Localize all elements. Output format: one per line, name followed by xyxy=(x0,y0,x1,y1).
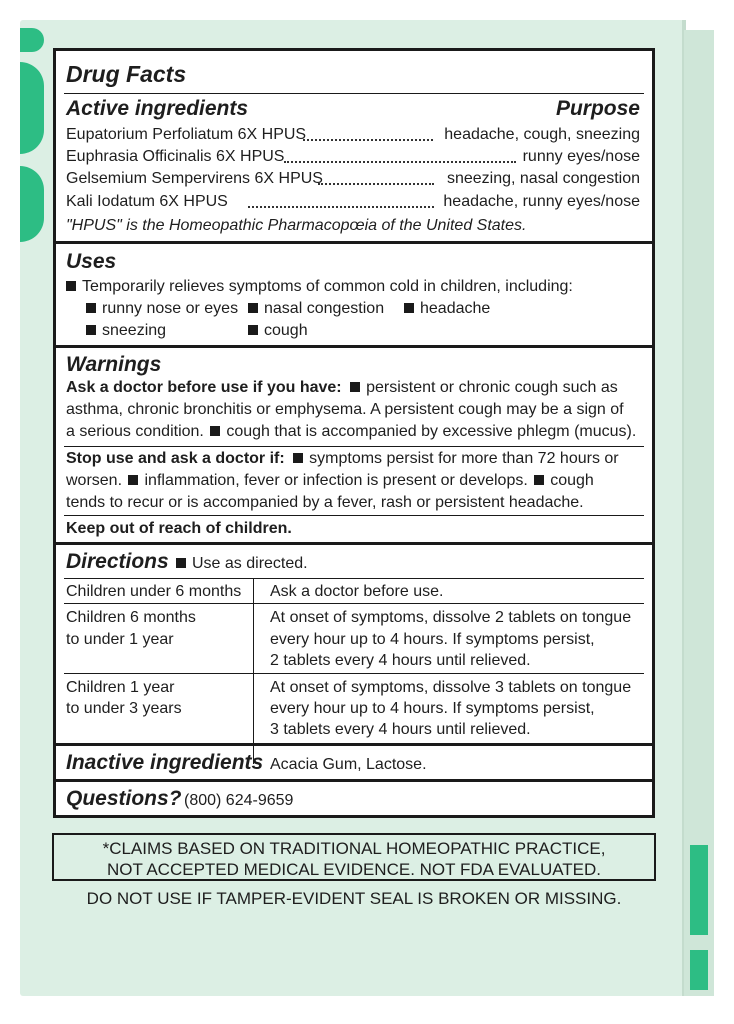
inactive-ingredients-text: Acacia Gum, Lactose. xyxy=(270,756,427,773)
ask-doctor-line xyxy=(66,379,618,397)
directions-heading: Directions xyxy=(66,550,169,573)
ask-doctor-line xyxy=(66,423,636,441)
leader-dots xyxy=(248,206,434,208)
divider xyxy=(64,93,644,94)
ask-doctor-label: Ask a doctor before use if you have: xyxy=(66,379,342,396)
ask-doctor-text: persistent or chronic cough such as xyxy=(366,379,618,396)
directions-dose: At onset of symptoms, dissolve 2 tablets on tongue xyxy=(270,609,632,626)
directions-dose: At onset of symptoms, dissolve 3 tablets on tongue xyxy=(270,679,632,696)
ingredient-name: Eupatorium Perfoliatum 6X HPUS xyxy=(66,126,307,143)
uses-heading: Uses xyxy=(66,250,117,273)
bullet-square xyxy=(248,303,258,313)
bullet-square xyxy=(66,281,76,291)
table-column-divider xyxy=(253,578,254,764)
section-divider xyxy=(56,241,652,244)
table-rule xyxy=(64,603,644,604)
ingredient-name: Euphrasia Officinalis 6X HPUS xyxy=(66,148,285,165)
stop-use-line xyxy=(66,450,619,468)
stop-use-text: inflammation, fever or infection is present or develops. xyxy=(144,472,528,489)
stop-use-line xyxy=(66,472,594,490)
uses-item xyxy=(404,300,490,318)
uses-intro xyxy=(66,278,573,296)
bullet-square xyxy=(293,453,303,463)
uses-item xyxy=(86,322,166,340)
green-accent-stripe xyxy=(20,62,44,154)
ingredient-purpose: runny eyes/nose xyxy=(522,148,640,165)
bullet-square xyxy=(350,382,360,392)
section-divider xyxy=(56,779,652,782)
stop-use-text: cough xyxy=(550,472,594,489)
table-rule xyxy=(64,673,644,674)
directions-dose: every hour up to 4 hours. If symptoms persist, xyxy=(270,631,595,648)
ingredient-purpose: headache, runny eyes/nose xyxy=(443,193,640,210)
ingredient-purpose: headache, cough, sneezing xyxy=(444,126,640,143)
stop-use-label: Stop use and ask a doctor if: xyxy=(66,450,285,467)
drug-facts-panel xyxy=(53,48,655,818)
ask-doctor-text: cough that is accompanied by excessive phlegm (mucus). xyxy=(226,423,637,440)
tamper-seal-warning: DO NOT USE IF TAMPER-EVIDENT SEAL IS BROKEN OR MISSING. xyxy=(86,889,622,908)
stop-use-text: worsen. xyxy=(66,472,123,489)
bullet-square xyxy=(128,475,138,485)
directions-age: to under 3 years xyxy=(66,700,182,717)
stop-use-text: symptoms persist for more than 72 hours or xyxy=(309,450,619,467)
homeopathic-disclaimer xyxy=(52,833,656,881)
uses-item-text: nasal congestion xyxy=(264,300,385,317)
ingredient-purpose: sneezing, nasal congestion xyxy=(446,170,640,187)
side-green-stripe xyxy=(690,845,708,935)
drug-facts-title: Drug Facts xyxy=(66,61,187,87)
directions-intro-text: Use as directed. xyxy=(192,555,308,572)
side-green-stripe xyxy=(690,950,708,990)
uses-item-text: sneezing xyxy=(102,322,167,339)
disclaimer-line: *CLAIMS BASED ON TRADITIONAL HOMEOPATHIC PRACTICE, xyxy=(102,839,606,858)
ask-doctor-line: asthma, chronic bronchitis or emphysema. A persistent cough may be a sign of xyxy=(66,401,624,418)
keep-out-of-reach: Keep out of reach of children. xyxy=(66,520,292,537)
ingredient-name: Kali Iodatum 6X HPUS xyxy=(66,193,228,210)
uses-item-text: cough xyxy=(264,322,308,339)
uses-item-text: runny nose or eyes xyxy=(102,300,239,317)
disclaimer-line: NOT ACCEPTED MEDICAL EVIDENCE. NOT FDA EVALUATED. xyxy=(106,860,602,879)
purpose-heading: Purpose xyxy=(555,97,640,120)
directions-dose: 2 tablets every 4 hours until relieved. xyxy=(270,652,531,669)
divider xyxy=(64,515,644,516)
bullet-square xyxy=(86,303,96,313)
inactive-ingredients-heading: Inactive ingredients xyxy=(66,751,264,774)
bullet-square xyxy=(86,325,96,335)
bullet-square xyxy=(176,558,186,568)
leader-dots xyxy=(284,161,516,163)
section-divider xyxy=(56,345,652,348)
green-accent-stripe xyxy=(20,166,44,242)
bullet-square xyxy=(210,426,220,436)
bullet-square xyxy=(534,475,544,485)
section-divider xyxy=(56,542,652,545)
leader-dots xyxy=(303,139,433,141)
bullet-square xyxy=(248,325,258,335)
directions-dose: 3 tablets every 4 hours until relieved. xyxy=(270,721,531,738)
uses-intro-text: Temporarily relieves symptoms of common cold in children, including: xyxy=(82,278,573,295)
ingredient-name: Gelsemium Sempervirens 6X HPUS xyxy=(66,170,323,187)
hpus-note: "HPUS" is the Homeopathic Pharmacopœia of the United States. xyxy=(66,217,527,234)
green-accent-stripe xyxy=(20,28,44,52)
questions-heading: Questions? xyxy=(66,787,182,810)
directions-dose: Ask a doctor before use. xyxy=(270,583,444,600)
bullet-square xyxy=(404,303,414,313)
leader-dots xyxy=(318,183,434,185)
ask-doctor-text: a serious condition. xyxy=(66,423,204,440)
active-ingredients-heading: Active ingredients xyxy=(66,97,249,120)
uses-item-text: headache xyxy=(420,300,491,317)
section-divider xyxy=(56,743,652,746)
directions-age: Children 6 months xyxy=(66,609,196,626)
uses-item xyxy=(86,300,238,318)
table-rule xyxy=(64,578,644,579)
uses-item xyxy=(248,300,384,318)
warnings-heading: Warnings xyxy=(66,353,162,376)
questions-phone: (800) 624-9659 xyxy=(184,792,294,809)
directions-intro xyxy=(176,555,308,573)
directions-age: Children 1 year xyxy=(66,679,175,696)
divider xyxy=(64,446,644,447)
stop-use-line: tends to recur or is accompanied by a fever, rash or persistent headache. xyxy=(66,494,584,511)
directions-dose: every hour up to 4 hours. If symptoms persist, xyxy=(270,700,595,717)
directions-age: Children under 6 months xyxy=(66,583,242,600)
uses-item xyxy=(248,322,308,340)
directions-age: to under 1 year xyxy=(66,631,174,648)
